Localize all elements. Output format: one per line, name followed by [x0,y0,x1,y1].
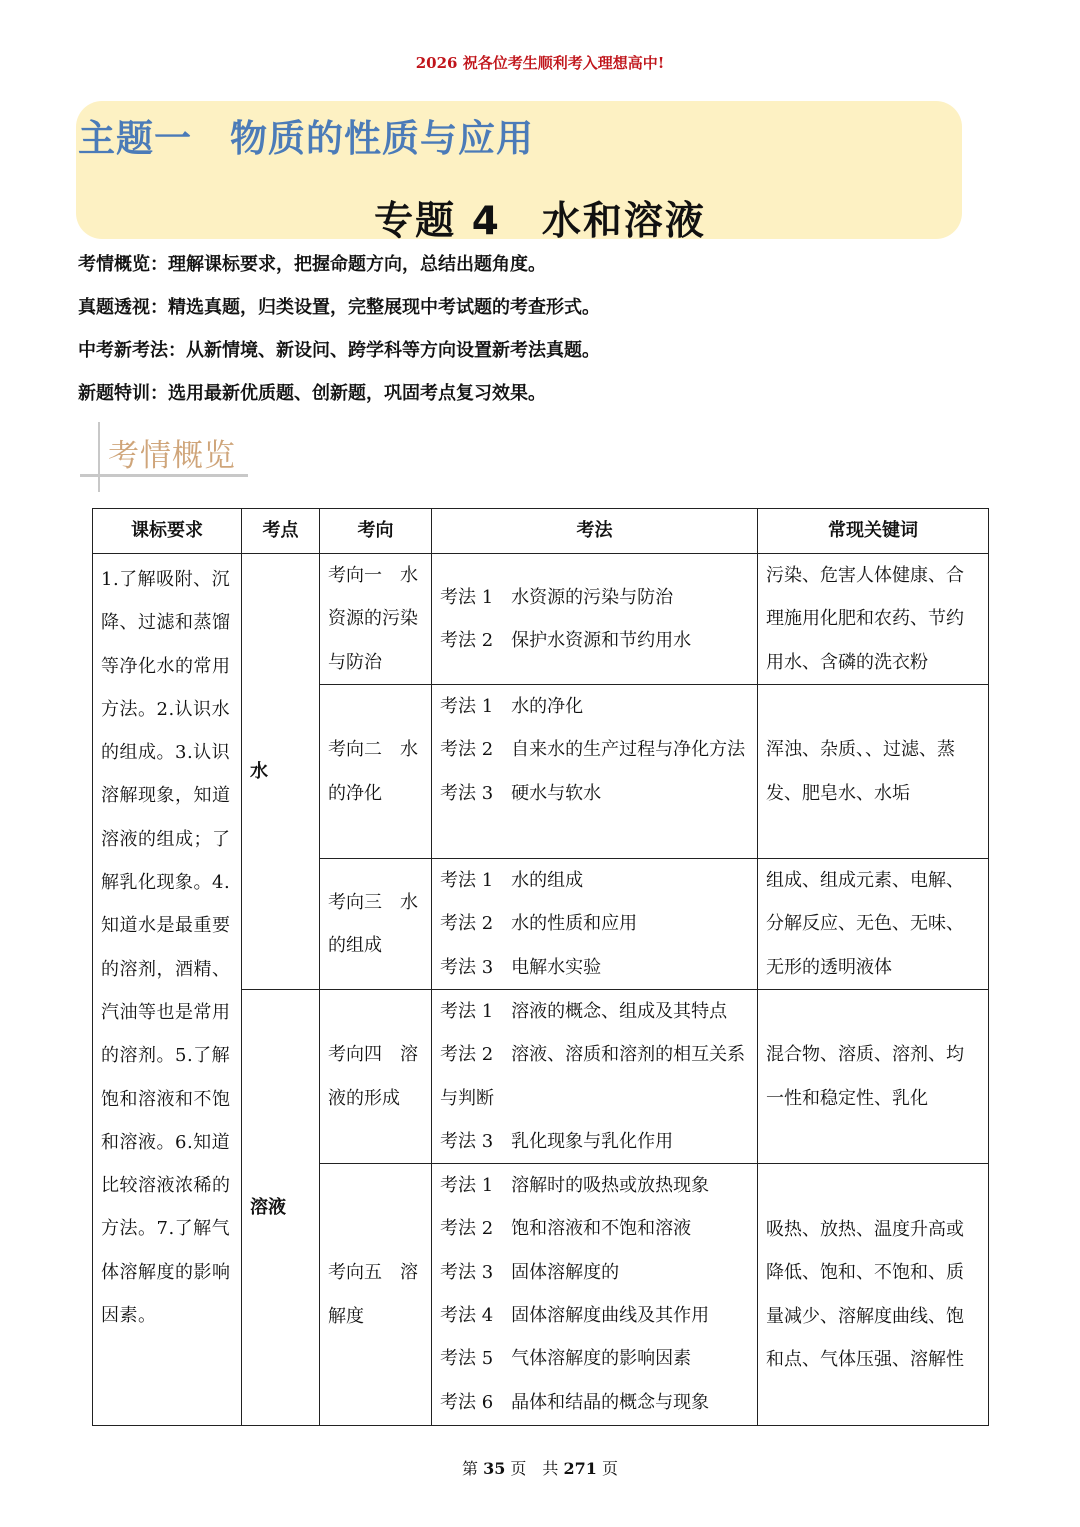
header-method: 考法 [432,509,758,554]
method-item: 考法 1 水的净化 [440,696,584,717]
page-footer [0,1456,1080,1479]
keywords-cell: 污染、危害人体健康、合理施用化肥和农药、节约用水、含磷的洗衣粉 [758,554,989,685]
requirements-cell: 1.了解吸附、沉降、过滤和蒸馏等净化水的常用方法。2.认识水的组成。3.认识溶解现象，知道溶液的组成；了解乳化现象。4.知道水是最重要的溶剂，酒精、汽油等也是常用的溶剂。5.了解饱和溶液和不饱和溶液。6.知道比较溶液浓稀的方法。7.了解气体溶解度的影响因素。 [93,554,242,1426]
table-row [93,554,989,685]
intro-line: 中考新考法：从新情境、新设问、跨学科等方向设置新考法真题。 [78,340,600,361]
section-title: 考情概览 [108,438,236,474]
theme-title: 主题一 物质的性质与应用 [78,117,534,160]
footer-middle: 页 共 [510,1459,559,1478]
header-point: 考点 [242,509,320,554]
topic-title: 专题 4 水和溶液 [374,199,706,244]
footer-prefix: 第 [461,1459,478,1478]
method-item: 考法 5 气体溶解度的影响因素 [440,1348,692,1370]
table-header-row [93,509,989,554]
header-direction: 考向 [320,509,432,554]
header-keywords: 常现关键词 [758,509,989,554]
method-item: 考法 1 溶液的概念、组成及其特点 [440,1001,728,1022]
methods-cell [432,554,758,685]
direction-cell: 考向三 水的组成 [320,859,432,990]
method-item: 考法 2 保护水资源和节约用水 [440,630,692,651]
methods-cell [432,859,758,990]
direction-cell: 考向一 水资源的污染与防治 [320,554,432,685]
direction-cell: 考向二 水的净化 [320,685,432,859]
method-item: 考法 3 硬水与软水 [440,782,602,804]
methods-cell [432,990,758,1164]
method-item: 考法 1 溶解时的吸热或放热现象 [440,1175,710,1197]
methods-cell [432,1164,758,1426]
heading-decor-vertical [98,422,100,492]
method-item: 考法 1 水的组成 [440,870,584,891]
exam-overview-table [92,508,989,1426]
keywords-cell: 浑浊、杂质、、过滤、蒸发、肥皂水、水垢 [758,685,989,859]
direction-cell: 考向五 溶解度 [320,1164,432,1426]
intro-line: 真题透视：精选真题，归类设置，完整展现中考试题的考查形式。 [78,297,600,318]
keywords-cell: 混合物、溶质、溶剂、均一性和稳定性、乳化 [758,990,989,1164]
point-cell: 溶液 [242,990,320,1426]
footer-suffix: 页 [602,1459,619,1478]
method-item: 考法 3 电解水实验 [440,956,602,978]
point-cell: 水 [242,554,320,990]
method-item: 考法 1 水资源的污染与防治 [440,586,674,608]
method-item: 考法 2 水的性质和应用 [440,913,638,935]
current-page-number: 35 [483,1459,506,1478]
intro-line: 考情概览：理解课标要求，把握命题方向，总结出题角度。 [78,254,546,275]
section-heading [80,422,250,492]
method-item: 考法 2 自来水的生产过程与净化方法 [440,739,746,761]
intro-line: 新题特训：选用最新优质题、创新题，巩固考点复习效果。 [78,383,546,404]
method-item: 考法 4 固体溶解度曲线及其作用 [440,1305,710,1327]
method-item: 考法 3 固体溶解度的 [440,1261,620,1283]
header-note: 2026 祝各位考生顺利考入理想高中! [415,54,665,72]
header-requirements: 课标要求 [93,509,242,554]
method-item: 考法 3 乳化现象与乳化作用 [440,1130,674,1152]
method-item: 考法 2 溶液、溶质和溶剂的相互关系与判断 [440,1044,746,1109]
method-item: 考法 2 饱和溶液和不饱和溶液 [440,1218,692,1240]
method-item: 考法 6 晶体和结晶的概念与现象 [440,1391,710,1413]
keywords-cell: 组成、组成元素、电解、分解反应、无色、无味、无形的透明液体 [758,859,989,990]
direction-cell: 考向四 溶液的形成 [320,990,432,1164]
total-page-number: 271 [563,1459,597,1478]
methods-cell [432,685,758,859]
keywords-cell: 吸热、放热、温度升高或降低、饱和、不饱和、质量减少、溶解度曲线、饱和点、气体压强、溶解性 [758,1164,989,1426]
